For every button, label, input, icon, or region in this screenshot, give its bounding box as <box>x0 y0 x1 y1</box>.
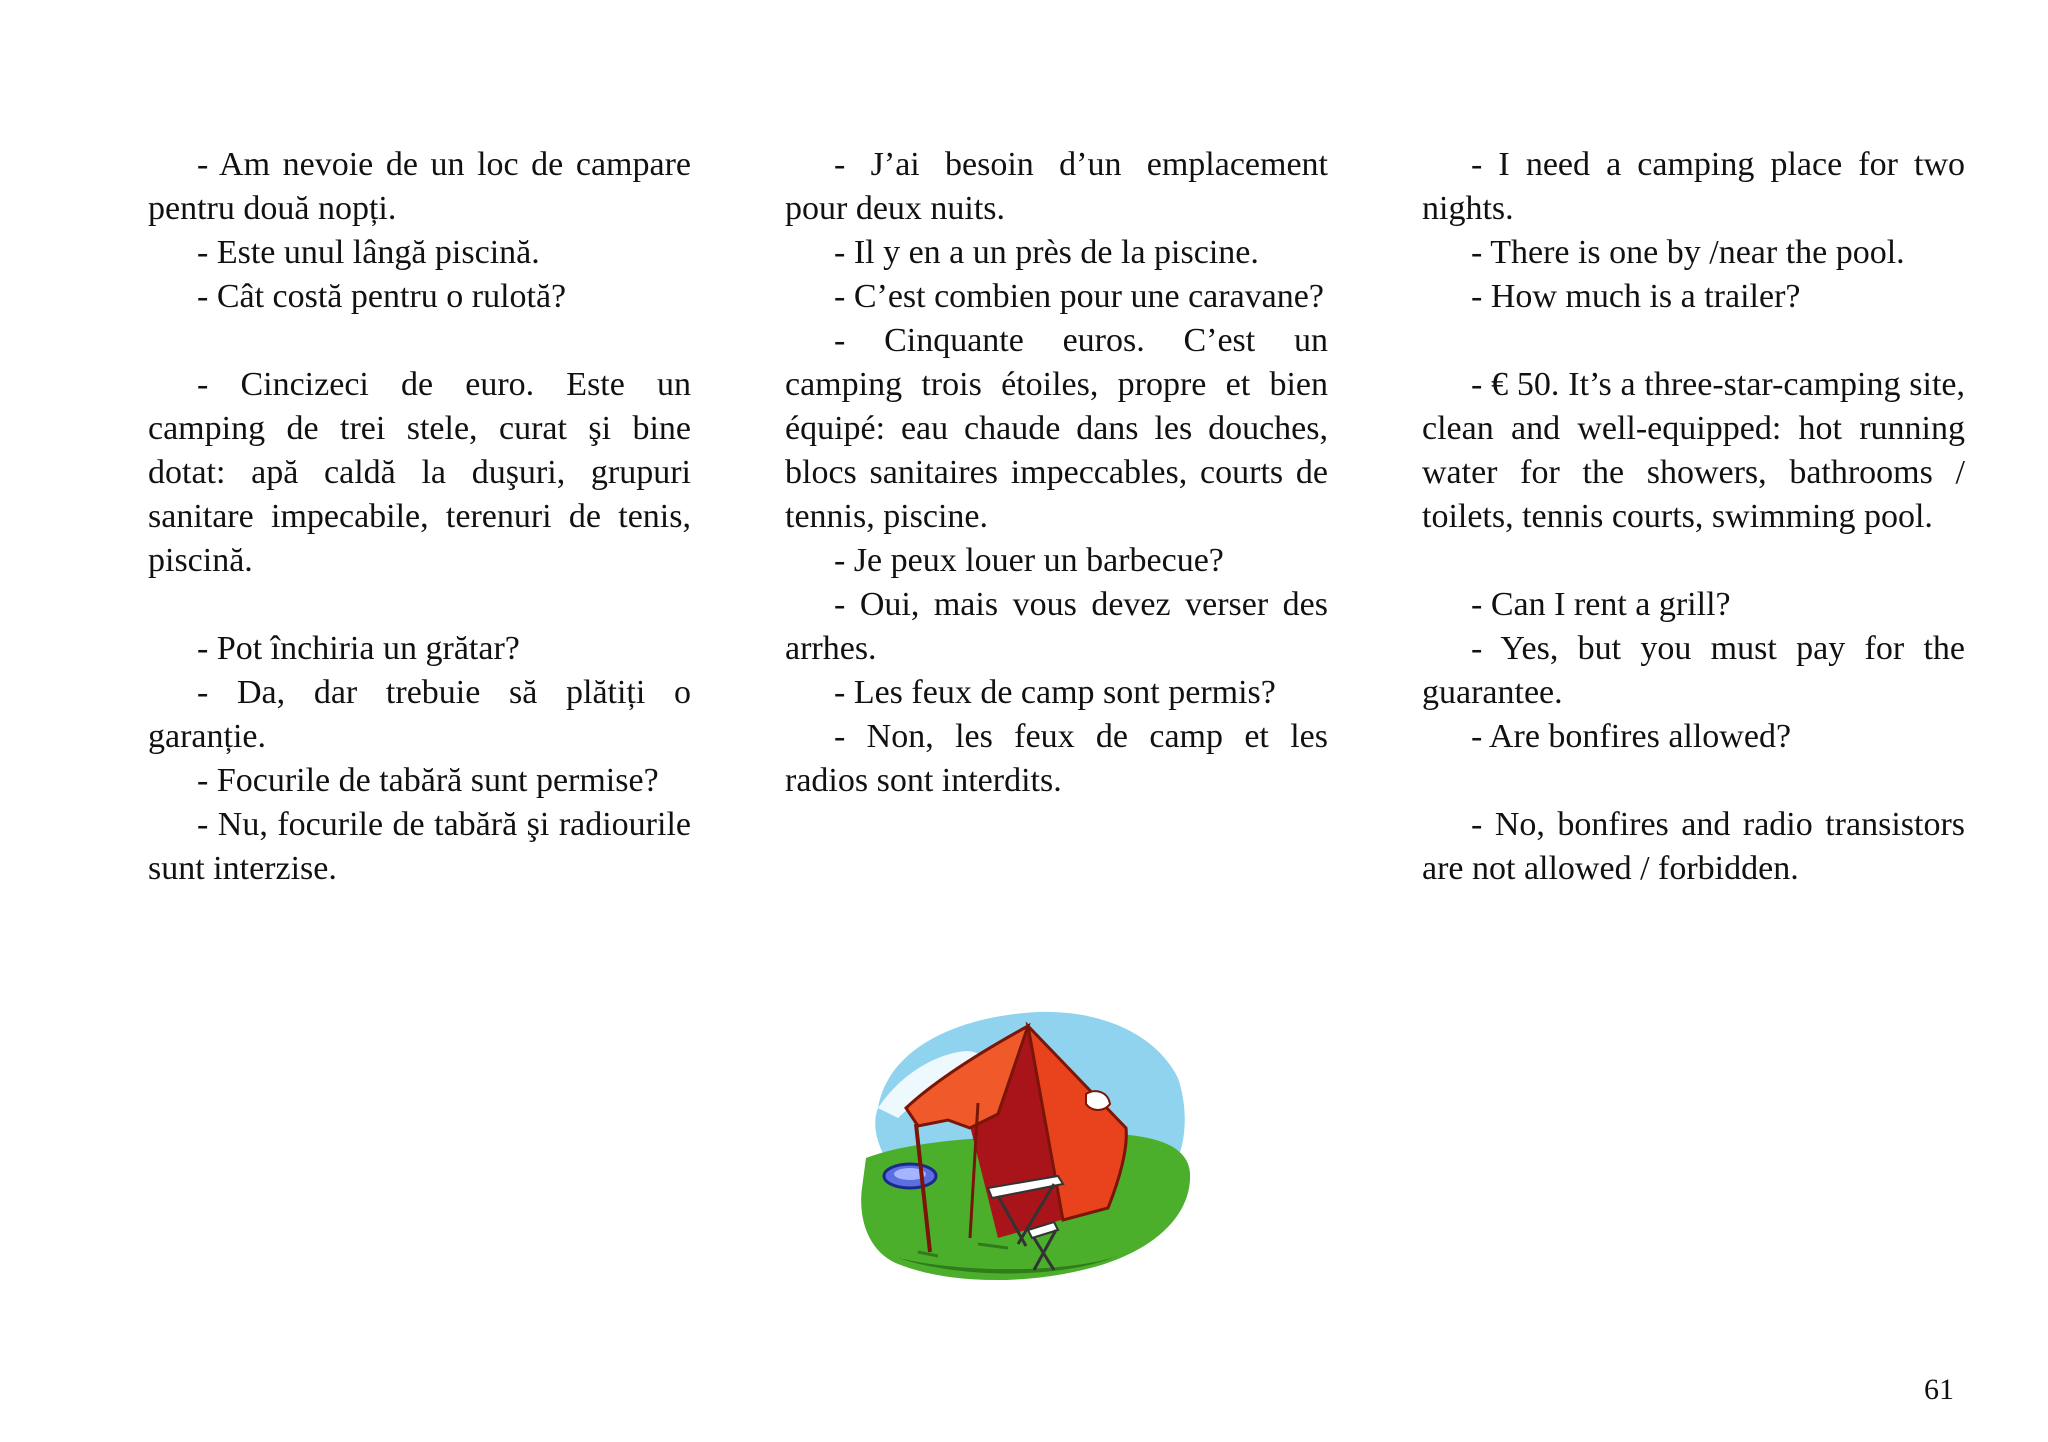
dialogue-line: - Da, dar trebuie să plătiți o garanție. <box>148 674 691 755</box>
camping-tent-icon <box>858 1008 1192 1288</box>
english-column <box>1422 143 1965 891</box>
dialogue-line: - Les feux de camp sont permis? <box>834 674 1276 711</box>
dialogue-line: - There is one by /near the pool. <box>1471 234 1905 271</box>
dialogue-line: - € 50. It’s a three-star-camping site, clean and well-equipped: hot running water for the showers, bathrooms / toilets, tennis courts, swimming pool. <box>1422 366 1965 535</box>
dialogue-line: - Je peux louer un barbecue? <box>834 542 1224 579</box>
french-column <box>785 143 1328 803</box>
dialogue-line: - Oui, mais vous devez verser des arrhes. <box>785 586 1328 667</box>
page-number: 61 <box>1924 1373 1954 1406</box>
dialogue-line: - No, bonfires and radio transistors are not allowed / forbidden. <box>1422 806 1965 887</box>
dialogue-line: - Cincizeci de euro. Este un camping de trei stele, curat şi bine dotat: apă caldă la duşuri, grupuri sanitare impecabile, terenuri de tenis, piscină. <box>148 366 691 579</box>
romanian-column <box>148 143 691 891</box>
dialogue-line: - Can I rent a grill? <box>1471 586 1731 623</box>
dialogue-line: - Are bonfires allowed? <box>1471 718 1792 755</box>
dialogue-line: - Non, les feux de camp et les radios sont interdits. <box>785 718 1328 799</box>
dialogue-line: - Este unul lângă piscină. <box>197 234 540 271</box>
dialogue-line: - Focurile de tabără sunt permise? <box>197 762 659 799</box>
dialogue-line: - Nu, focurile de tabără şi radiourile sunt interzise. <box>148 806 691 887</box>
dialogue-line: - Cât costă pentru o rulotă? <box>197 278 567 315</box>
dialogue-line: - I need a camping place for two nights. <box>1422 146 1965 227</box>
dialogue-line: - Pot închiria un grătar? <box>197 630 520 667</box>
dialogue-line: - Am nevoie de un loc de campare pentru două nopți. <box>148 146 691 227</box>
dialogue-line: - Yes, but you must pay for the guarantee. <box>1422 630 1965 711</box>
dialogue-line: - C’est combien pour une caravane? <box>834 278 1324 315</box>
dialogue-line: - Il y en a un près de la piscine. <box>834 234 1259 271</box>
dialogue-line: - J’ai besoin d’un emplacement pour deux nuits. <box>785 146 1328 227</box>
dialogue-line: - Cinquante euros. C’est un camping trois étoiles, propre et bien équipé: eau chaude dans les douches, blocs sanitaires impeccables, courts de tennis, piscine. <box>785 322 1328 535</box>
dialogue-line: - How much is a trailer? <box>1471 278 1801 315</box>
